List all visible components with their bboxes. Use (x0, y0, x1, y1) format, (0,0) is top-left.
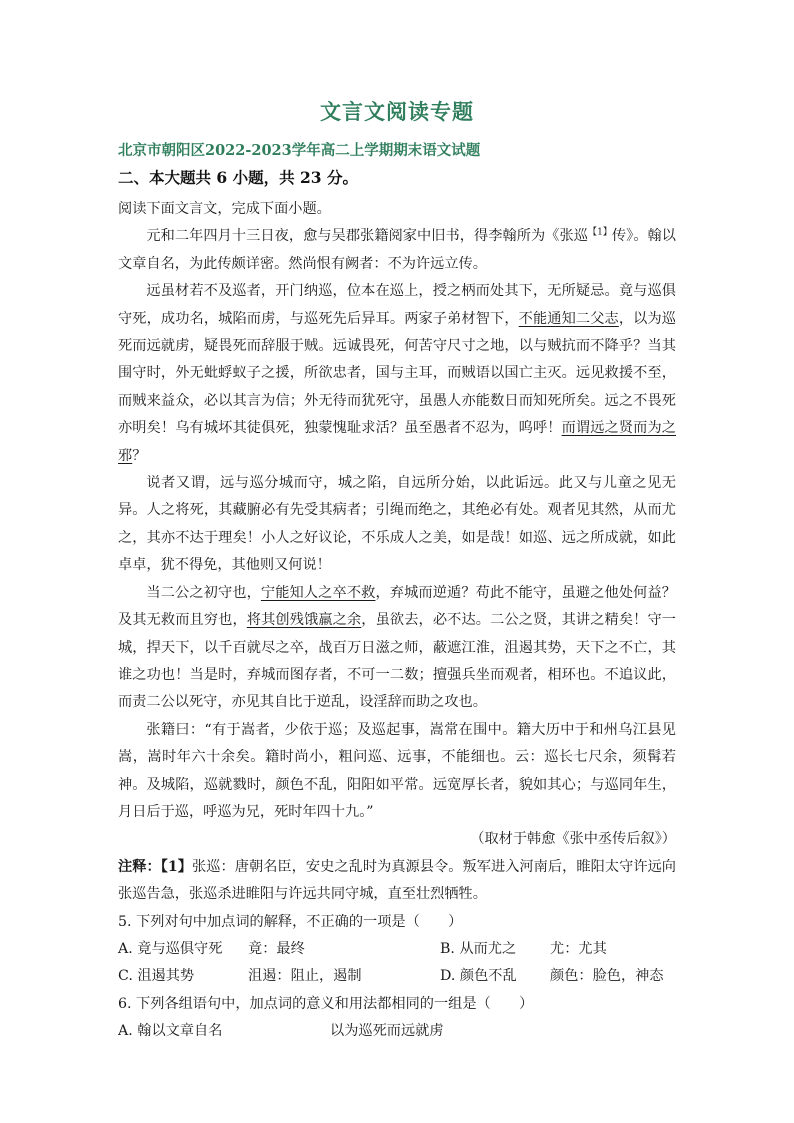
option-a-left: A. 翰以文章自名 (118, 1023, 223, 1040)
paragraph-5: 张籍曰：“有于嵩者，少依于巡；及巡起事，嵩常在围中。籍大历中于和州乌江县见嵩，嵩时年六十余矣。籍时尚小，粗问巡、远事，不能细也。云：巡长七尺余，须髯若神。及城陷，巡就戮时，颜色不乱，阳阳如平常。远宽厚长者，貌如其心；与巡同年生，月日后于巡，呼巡为兄，死时年四十九。” (118, 721, 676, 820)
footnote-marker: 【1】 (588, 227, 612, 238)
attribution: （取材于韩愈《张中丞传后叙》） (470, 831, 676, 848)
question-5: 5. 下列对句中加点词的解释，不正确的一项是（ ） (118, 913, 463, 930)
option-b: B. 从而尤之 (440, 940, 517, 957)
underlined-phrase: 将其创残饿羸之余 (246, 612, 362, 629)
question-6-options-row-1 (118, 1018, 676, 1045)
instruction: 阅读下面文言文，完成下面小题。 (118, 201, 331, 217)
exam-source: 北京市朝阳区2022-2023学年高二上学期期末语文试题 (118, 142, 481, 159)
option-a: A. 竟与巡俱守死 (118, 940, 223, 957)
page-title: 文言文阅读专题 (320, 99, 474, 124)
question-6: 6. 下列各组语句中，加点词的意义和用法都相同的一组是（ ） (118, 995, 534, 1012)
option-d: D. 颜色不乱 (440, 968, 517, 985)
option-b-gloss: 尤：尤其 (550, 940, 607, 957)
underlined-phrase: 宁能知人之卒不救 (260, 584, 376, 601)
option-d-gloss: 颜色：脸色，神态 (550, 968, 664, 985)
question-5-options-row-1 (118, 936, 676, 963)
question-5-options-row-2 (118, 963, 676, 990)
option-a-gloss: 竟：最终 (248, 940, 305, 957)
paragraph-1: 元和二年四月十三日夜，愈与吴郡张籍阅家中旧书，得李翰所为《张巡$^{【1】}$传》。翰以文章自名，为此传颇详密。然尚恨有阙者：不为许远立传。 (118, 227, 676, 272)
option-c-gloss: 沮遏：阻止，遏制 (248, 968, 362, 985)
option-a-right: 以为巡死而远就虏 (330, 1023, 444, 1040)
footnote: 注释：【1】张巡：唐朝名臣，安史之乱时为真源县令。叛军进入河南后，睢阳太守许远向张巡告急，张巡杀进睢阳与许远共同守城，直至壮烈牺牲。 (118, 858, 676, 903)
passage-body (118, 196, 676, 1046)
paragraph-2: 远虽材若不及巡者，开门纳巡，位本在巡上，授之柄而处其下，无所疑忌。竟与巡俱守死，成功名，城陷而虏，与巡死先后异耳。两家子弟材智下，不能通知二父志，以为巡死而远就虏，疑畏死而辞服于贼。远诚畏死，何苦守尺寸之地，以与贼抗而不降乎？当其围守时，外无蚍蜉蚁子之援，所欲忠者，国与主耳，而贼语以国亡主灭。远见救援不至，而贼来益众，必以其言为信；外无待而犹死守，虽愚人亦能数日而知死所矣。远之不畏死亦明矣！乌有城坏其徒俱死，独蒙愧耻求活？虽至愚者不忍为，呜呼！而谓远之贤而为之邪？ (118, 283, 676, 464)
underlined-phrase: 而谓远之贤而为之邪 (118, 420, 676, 464)
paragraph-4: 当二公之初守也，宁能知人之卒不救，弃城而逆遁？苟此不能守，虽避之他处何益？及其无救而且穷也，将其创残饿羸之余，虽欲去，必不达。二公之贤，其讲之精矣！守一城，捍天下，以千百就尽之卒，战百万日滋之师，蔽遮江淮，沮遏其势，天下之不亡，其谁之功也！当是时，弃城而图存者，不可一二数；擅强兵坐而观者，相环也。不追议此，而责二公以死守，亦见其自比于逆乱，设淫辞而助之攻也。 (118, 584, 676, 711)
option-c: C. 沮遏其势 (118, 968, 195, 985)
underlined-phrase: 不能通知二父志 (518, 310, 619, 327)
section-heading: 二、本大题共 6 小题，共 23 分。 (118, 168, 358, 187)
paragraph-3: 说者又谓，远与巡分城而守，城之陷，自远所分始，以此诟远。此又与儿童之见无异。人之将死，其藏腑必有先受其病者；引绳而绝之，其绝必有处。观者见其然，从而尤之，其亦不达于理矣！小人之好议论，不乐成人之美，如是哉！如巡、远之所成就，如此卓卓，犹不得免，其他则又何说！ (118, 475, 676, 574)
